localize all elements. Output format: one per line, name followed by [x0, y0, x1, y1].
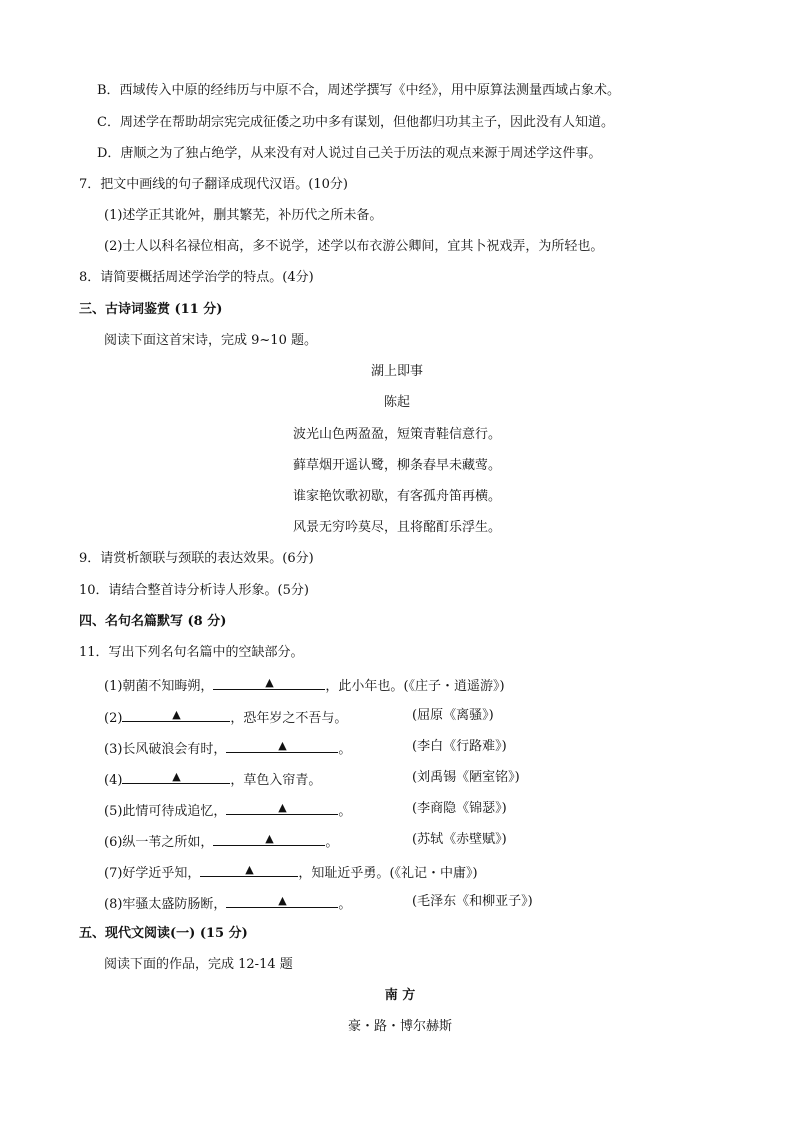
option-b: B．西域传入中原的经纬历与中原不合，周述学撰写《中经》，用中原算法测量西域占象术。	[97, 83, 621, 98]
dictation-item-1: (1)朝菌不知晦朔， ▲ ，此小年也。(《庄子・逍遥游》)	[104, 676, 505, 694]
triangle-marker-icon: ▲	[172, 770, 181, 783]
section-5-title: 五、现代文阅读(一) (15 分)	[79, 926, 248, 941]
section-5-intro: 阅读下面的作品，完成 12-14 题	[104, 957, 293, 972]
dictation-item-4: (4) ▲ ，草色入帘青。 (刘禹锡《陋室铭》)	[104, 770, 520, 788]
dictation-item-8: (8)牢骚太盛防肠断， ▲ 。 (毛泽东《和柳亚子》)	[104, 894, 533, 912]
poem-line: 波光山色两盈盈，短策青鞋信意行。	[292, 427, 501, 442]
poem-title: 湖上即事	[370, 364, 423, 379]
question-7: 7．把文中画线的句子翻译成现代汉语。(10分)	[79, 177, 348, 192]
triangle-marker-icon: ▲	[278, 739, 287, 752]
poem-line: 谁家艳饮歌初歇，有客孤舟笛再横。	[292, 489, 501, 504]
answer-blank[interactable]	[122, 707, 230, 722]
triangle-marker-icon: ▲	[245, 863, 254, 876]
question-11: 11．写出下列名句名篇中的空缺部分。	[79, 645, 304, 660]
answer-blank[interactable]	[213, 831, 325, 846]
section-4-title: 四、名句名篇默写 (8 分)	[79, 614, 227, 629]
poem-author: 陈起	[383, 395, 410, 410]
poem-line: 风景无穷吟莫尽，且将酩酊乐浮生。	[292, 520, 501, 535]
item-source: (《礼记・中庸》)	[389, 866, 478, 881]
triangle-marker-icon: ▲	[278, 801, 287, 814]
triangle-marker-icon: ▲	[278, 894, 287, 907]
section-3-intro: 阅读下面这首宋诗，完成 9~10 题。	[104, 333, 317, 348]
poem-line: 藓草烟开遥认鹭，柳条春早未藏莺。	[292, 458, 501, 473]
question-8: 8．请简要概括周述学治学的特点。(4分)	[79, 270, 314, 285]
dictation-item-2: (2) ▲ ，恐年岁之不吾与。 (屈原《离骚》)	[104, 708, 494, 726]
item-source: (屈原《离骚》)	[412, 708, 494, 723]
item-source: (刘禹锡《陋室铭》)	[412, 770, 520, 785]
section-3-title: 三、古诗词鉴赏 (11 分)	[79, 302, 223, 317]
answer-blank[interactable]	[213, 675, 325, 690]
dictation-item-7: (7)好学近乎知， ▲ ，知耻近乎勇。(《礼记・中庸》)	[104, 863, 478, 881]
answer-blank[interactable]	[226, 800, 338, 815]
item-source: (毛泽东《和柳亚子》)	[412, 894, 533, 909]
dictation-item-5: (5)此情可待成追忆， ▲ 。 (李商隐《锦瑟》)	[104, 801, 507, 819]
answer-blank[interactable]	[226, 893, 338, 908]
answer-blank[interactable]	[226, 738, 338, 753]
question-9: 9．请赏析颔联与颈联的表达效果。(6分)	[79, 551, 314, 566]
item-source: (《庄子・逍遥游》)	[403, 679, 505, 694]
question-10: 10．请结合整首诗分析诗人形象。(5分)	[79, 583, 309, 598]
dictation-item-6: (6)纵一苇之所如， ▲ 。 (苏轼《赤壁赋》)	[104, 832, 507, 850]
dictation-item-3: (3)长风破浪会有时， ▲ 。 (李白《行路难》)	[104, 739, 507, 757]
item-source: (李白《行路难》)	[412, 739, 507, 754]
work-title: 南 方	[384, 988, 416, 1003]
question-7-sentence-2: (2)士人以科名禄位相高，多不说学，述学以布衣游公卿间，宜其卜祝戏弄，为所轻也。	[104, 239, 604, 254]
triangle-marker-icon: ▲	[265, 676, 274, 689]
option-c: C．周述学在帮助胡宗宪完成征倭之功中多有谋划，但他都归功其主子，因此没有人知道。	[97, 115, 614, 130]
item-source: (苏轼《赤壁赋》)	[412, 832, 507, 847]
triangle-marker-icon: ▲	[265, 832, 274, 845]
question-7-sentence-1: (1)述学正其讹舛，删其繁芜，补历代之所未备。	[104, 208, 383, 223]
answer-blank[interactable]	[200, 862, 298, 877]
item-source: (李商隐《锦瑟》)	[412, 801, 507, 816]
answer-blank[interactable]	[122, 769, 230, 784]
option-d: D．唐顺之为了独占绝学，从来没有对人说过自己关于历法的观点来源于周述学这件事。	[97, 146, 602, 161]
triangle-marker-icon: ▲	[172, 708, 181, 721]
work-author: 豪・路・博尔赫斯	[347, 1019, 452, 1034]
